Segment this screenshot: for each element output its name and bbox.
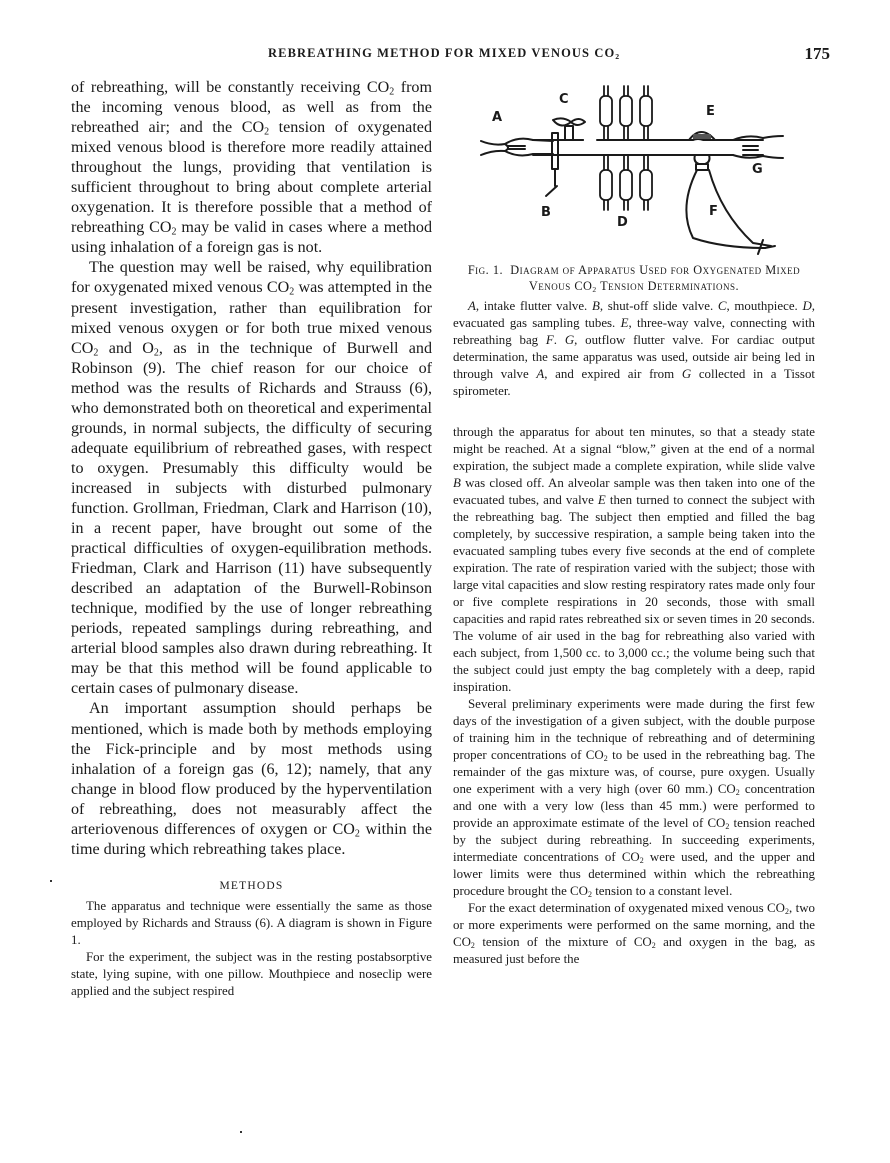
figure-caption-legend: A, intake flutter valve. B, shut-off slide valve. C, mouthpiece. D, evacuated gas sampling tubes. E, three-way valve, connecting with rebreathing bag F. G, outflow flutter valve. For cardiac output determination, the same apparatus was used, outside air being led in through valve A, and expired air from G collected in a Tissot spirometer. (453, 299, 815, 398)
slide-valve-icon (546, 133, 558, 196)
section-heading-methods: METHODS (219, 879, 284, 892)
paragraph-methods-apparatus: The apparatus and technique were essentially the same as those employed by Richards and Strauss (6). A diagram is shown in Figure 1. (71, 898, 432, 947)
label-g: G (752, 162, 763, 177)
left-column (71, 78, 432, 1000)
paragraph-exact-determination: For the exact determination of oxygenated mixed venous $CO_2$, two or more experiments were performed on the same morning, and the $CO_2$ tension of the mixture of $CO_2$ and oxygen in the bag, as measured just before the (453, 901, 815, 966)
running-head: REBREATHING METHOD FOR MIXED VENOUS $CO_2$ (268, 46, 621, 61)
intake-flutter-valve-icon (481, 139, 553, 156)
stray-mark (50, 880, 52, 882)
paragraph-assumption: An important assumption should perhaps be mentioned, which is made both by methods employing the Fick-principle and by most methods using inhalation of a foreign gas (6, 12); namely, that any change in blood flow produced by the hyperventilation of rebreathing, does not measurably affect the arteriovenous differences of oxygen or $CO_2$ within the time during which rebreathing takes place. (71, 700, 432, 858)
label-e: E (706, 104, 715, 119)
paragraph-procedure: through the apparatus for about ten minutes, so that a steady state might be reached. At a signal “blow,” given at the end of a normal expiration, the subject made a complete expiration, while slide valve B was closed off. An alveolar sample was then taken into one of the evacuated tubes, and valve E then turned to connect the subject with the rebreathing bag. The subject then emptied and filled the bag completely, by successive respiration, a sample being taken into the evacuated sampling tubes every five seconds at the end of complete expiration. The rate of respiration varied with the subject; those with large vital capacities and slow resting respiratory rates made only four or five complete respirations in 20 seconds, those with small capacities and rapid rates rebreathed six or seven times in 20 seconds. The volume of air used in the bag for rebreathing also varied with each subject, from 1,500 cc. to 3,000 cc.; the volume being such that the subject could just empty the bag completely with a deep, rapid inspiration. (453, 425, 816, 694)
paragraph-preliminary-experiments: Several preliminary experiments were made during the first few days of the investigation of a given subject, with the double purpose of training him in the technique of rebreathing and of determining proper concentrations of $CO_2$ to be used in the rebreathing bag. The remainder of the gas mixture was, of course, pure oxygen. Usually one experiment with a very high (over 60 mm.) $CO_2$ concentration and one with a very low (less than 45 mm.) were performed to provide an approximate estimate of the level of $CO_2$ tension reached by the subject during rebreathing. In succeeding experiments, intermediate concentrations of $CO_2$ were used, and the upper and lower limits were thus determined within which the rebreathing procedure brought the $CO_2$ tension to a constant level. (453, 697, 816, 899)
page-header (268, 44, 830, 68)
label-d: D (617, 215, 628, 230)
label-f: F (709, 204, 718, 219)
label-a: A (492, 110, 503, 125)
label-c: C (559, 92, 569, 107)
sampling-tubes-icon (600, 86, 652, 210)
three-way-valve-icon (689, 132, 715, 170)
figure-caption-title: Fig. 1. Diagram of Apparatus Used for Oxygenated Mixed Venous $CO_2$ Tension Determinations. (467, 263, 801, 294)
paragraph-equilibration-question: The question may well be raised, why equilibration for oxygenated mixed venous $CO_2$ was attempted in the present investigation, rather than equilibration for mixed venous oxygen or for both true mixed venous $CO_2$ and $O_2$, as in the technique of Burwell and Robinson (9). The chief reason for our choice of method was the results of Richards and Strauss (6), who demonstrated both on theoretical and experimental grounds, in normal subjects, the difficulty of securing adequate equilibrium of rebreathed gases, with respect to oxygen. Presumably this difficulty would be increased in subjects with disturbed pulmonary function. Grollman, Friedman, Clark and Harrison (10), in a recent paper, have brought out some of the practical difficulties of oxygen-equilibration methods. Friedman, Clark and Harrison (11) have subsequently described an adaptation of the Burwell-Robinson technique, modified by the use of longer rebreathing periods, repeated samplings during rebreathing, and arterial blood samples also drawn during rebreathing. It may be that this method will be found applicable to certain cases of pulmonary disease. (71, 259, 433, 698)
figure-apparatus-diagram (453, 78, 815, 260)
main-tube-icon (533, 139, 763, 155)
paragraph-methods-experiment: For the experiment, the subject was in the resting postabsorptive state, lying supine, with one pillow. Mouthpiece and noseclip were applied and the subject respired (71, 949, 432, 998)
paragraph-continuation: of rebreathing, will be constantly receiving $CO_2$ from the incoming venous blood, as well as from the rebreathed air; and the $CO_2$ tension of oxygenated mixed venous blood is therefore more readily attained throughout the lungs, providing that ventilation is sufficient throughout to bring about complete arterial oxygenation. It is therefore possible that a method of rebreathing $CO_2$ may be valid in cases where a method using inhalation of a foreign gas is not. (71, 79, 432, 257)
spacer (453, 400, 815, 424)
label-b: B (541, 205, 551, 220)
rebreathing-bag-icon (686, 170, 775, 254)
right-column (453, 78, 815, 968)
stray-mark (240, 1131, 242, 1133)
page-number: 175 (804, 44, 830, 63)
